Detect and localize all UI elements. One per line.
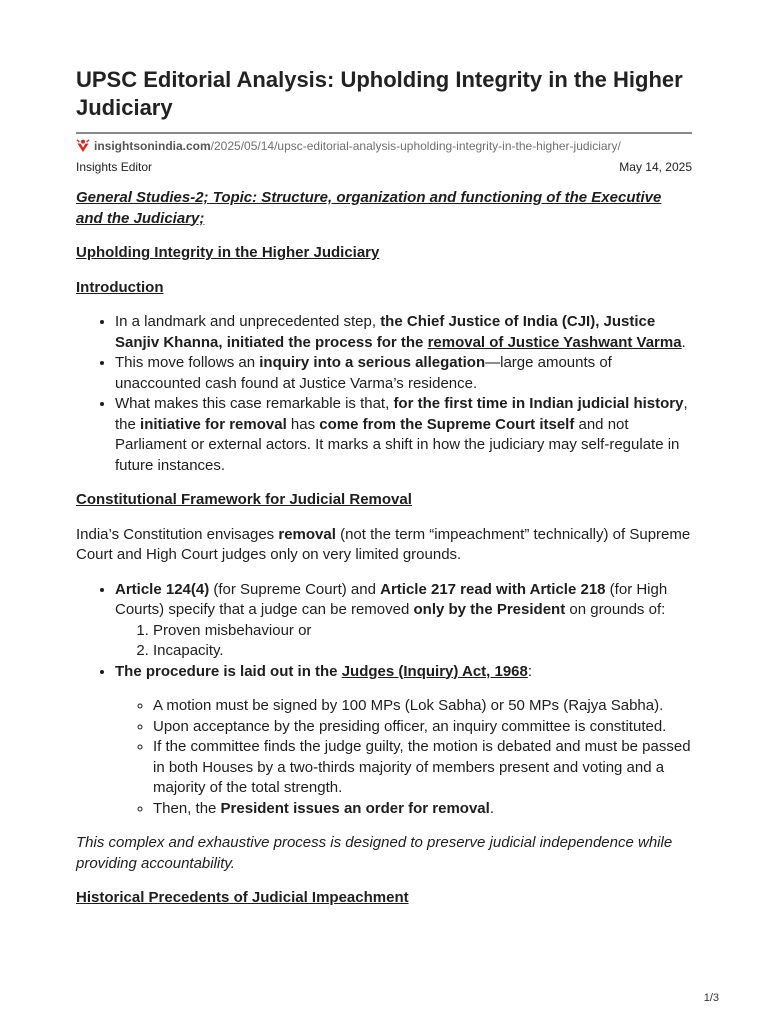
framework-heading: Constitutional Framework for Judicial Removal [76, 491, 412, 508]
framework-paragraph [76, 525, 692, 566]
bold-underlined-text: Judges (Inquiry) Act, 1968 [341, 662, 528, 680]
title-divider [76, 132, 692, 134]
bold-text: inquiry into a serious allegation [259, 354, 486, 371]
bold-underlined-text: removal of Justice Yashwant Varma [427, 333, 682, 351]
bold-text: initiative for removal [140, 415, 287, 433]
source-path[interactable]: /2025/05/14/upsc-editorial-analysis-upholding-integrity-in-the-higher-judiciary/ [210, 139, 621, 153]
category-line: General Studies-2; Topic: Structure, organization and functioning of the Executive and the Judiciary; [76, 189, 662, 227]
text-run: : [527, 662, 533, 680]
grounds-list [115, 621, 692, 662]
list-item: 1. Proven misbehaviour or [153, 621, 692, 642]
article-title: UPSC Editorial Analysis: Upholding Integrity in the Higher Judiciary [76, 67, 683, 120]
bold-text: only by the President [413, 601, 566, 618]
source-domain[interactable]: insightsonindia.com [94, 139, 211, 153]
text-run: This move follows an [115, 354, 260, 371]
bold-text: for the first time in Indian judicial history [393, 395, 684, 412]
list-item [115, 353, 692, 394]
insights-logo-icon [76, 139, 90, 153]
text-run: (not the term “impeachment” technically) of Supreme Court and High Court judges only on very limited grounds. [76, 525, 691, 563]
source-url[interactable] [76, 138, 692, 154]
article-body [76, 188, 692, 909]
text-run: . [489, 799, 494, 817]
list-item [115, 662, 692, 820]
bold-text: Article 217 read with Article 218 [380, 580, 606, 598]
procedure-steps [115, 696, 692, 819]
subtitle-heading: Upholding Integrity in the Higher Judiciary [76, 244, 380, 261]
text-run: (for Supreme Court) and [209, 580, 381, 598]
text-run: —large amounts of unaccounted cash found at Justice Varma’s residence. [115, 354, 612, 392]
text-run: . [681, 333, 686, 351]
bold-text: the Chief Justice of India (CJI), Justice Sanjiv Khanna, initiated the process for the [115, 313, 656, 351]
text-run: on grounds of: [565, 601, 666, 618]
bold-text: come from the Supreme Court itself [319, 415, 575, 433]
list-item: ◦ If the committee finds the judge guilty, the motion is debated and must be passed in both Houses by a two-thirds majority of members present and voting and a majority of the total strength. [153, 737, 692, 799]
introduction-heading: Introduction [76, 278, 164, 296]
introduction-list [76, 312, 692, 476]
bold-text: Article 124(4) [115, 580, 210, 598]
text-run: , the [115, 395, 688, 433]
history-heading: Historical Precedents of Judicial Impeachment [76, 889, 409, 906]
list-item [153, 799, 692, 820]
list-item [115, 580, 692, 662]
list-item: ◦ A motion must be signed by 100 MPs (Lok Sabha) or 50 MPs (Rajya Sabha). [153, 696, 692, 717]
list-item [115, 312, 692, 353]
page-number: 1/3 [703, 992, 719, 1004]
article-meta [76, 160, 692, 174]
bold-text: removal [278, 525, 336, 543]
publish-date: May 14, 2025 [619, 160, 692, 174]
bold-text: The procedure is laid out in the [115, 662, 342, 680]
framework-list [76, 580, 692, 820]
text-run: and not Parliament or external actors. It marks a shift in how the judiciary may self-regulate in future instances. [115, 415, 680, 474]
text-run: What makes this case remarkable is that, [115, 395, 394, 412]
document-page [76, 0, 692, 923]
list-item: 2. Incapacity. [153, 641, 692, 662]
author: Insights Editor [76, 160, 153, 174]
list-item: ◦ Upon acceptance by the presiding officer, an inquiry committee is constituted. [153, 717, 692, 738]
text-run: In a landmark and unprecedented step, [115, 313, 381, 330]
list-item [115, 394, 692, 476]
text-run: India’s Constitution envisages [76, 525, 279, 543]
text-run: has [286, 415, 320, 433]
bold-text: President issues an order for removal [220, 799, 490, 817]
closing-paragraph: This complex and exhaustive process is designed to preserve judicial independence while providing accountability. [76, 834, 673, 872]
text-run: (for High Courts) specify that a judge can be removed [115, 580, 668, 618]
text-run: Then, the [153, 799, 221, 817]
